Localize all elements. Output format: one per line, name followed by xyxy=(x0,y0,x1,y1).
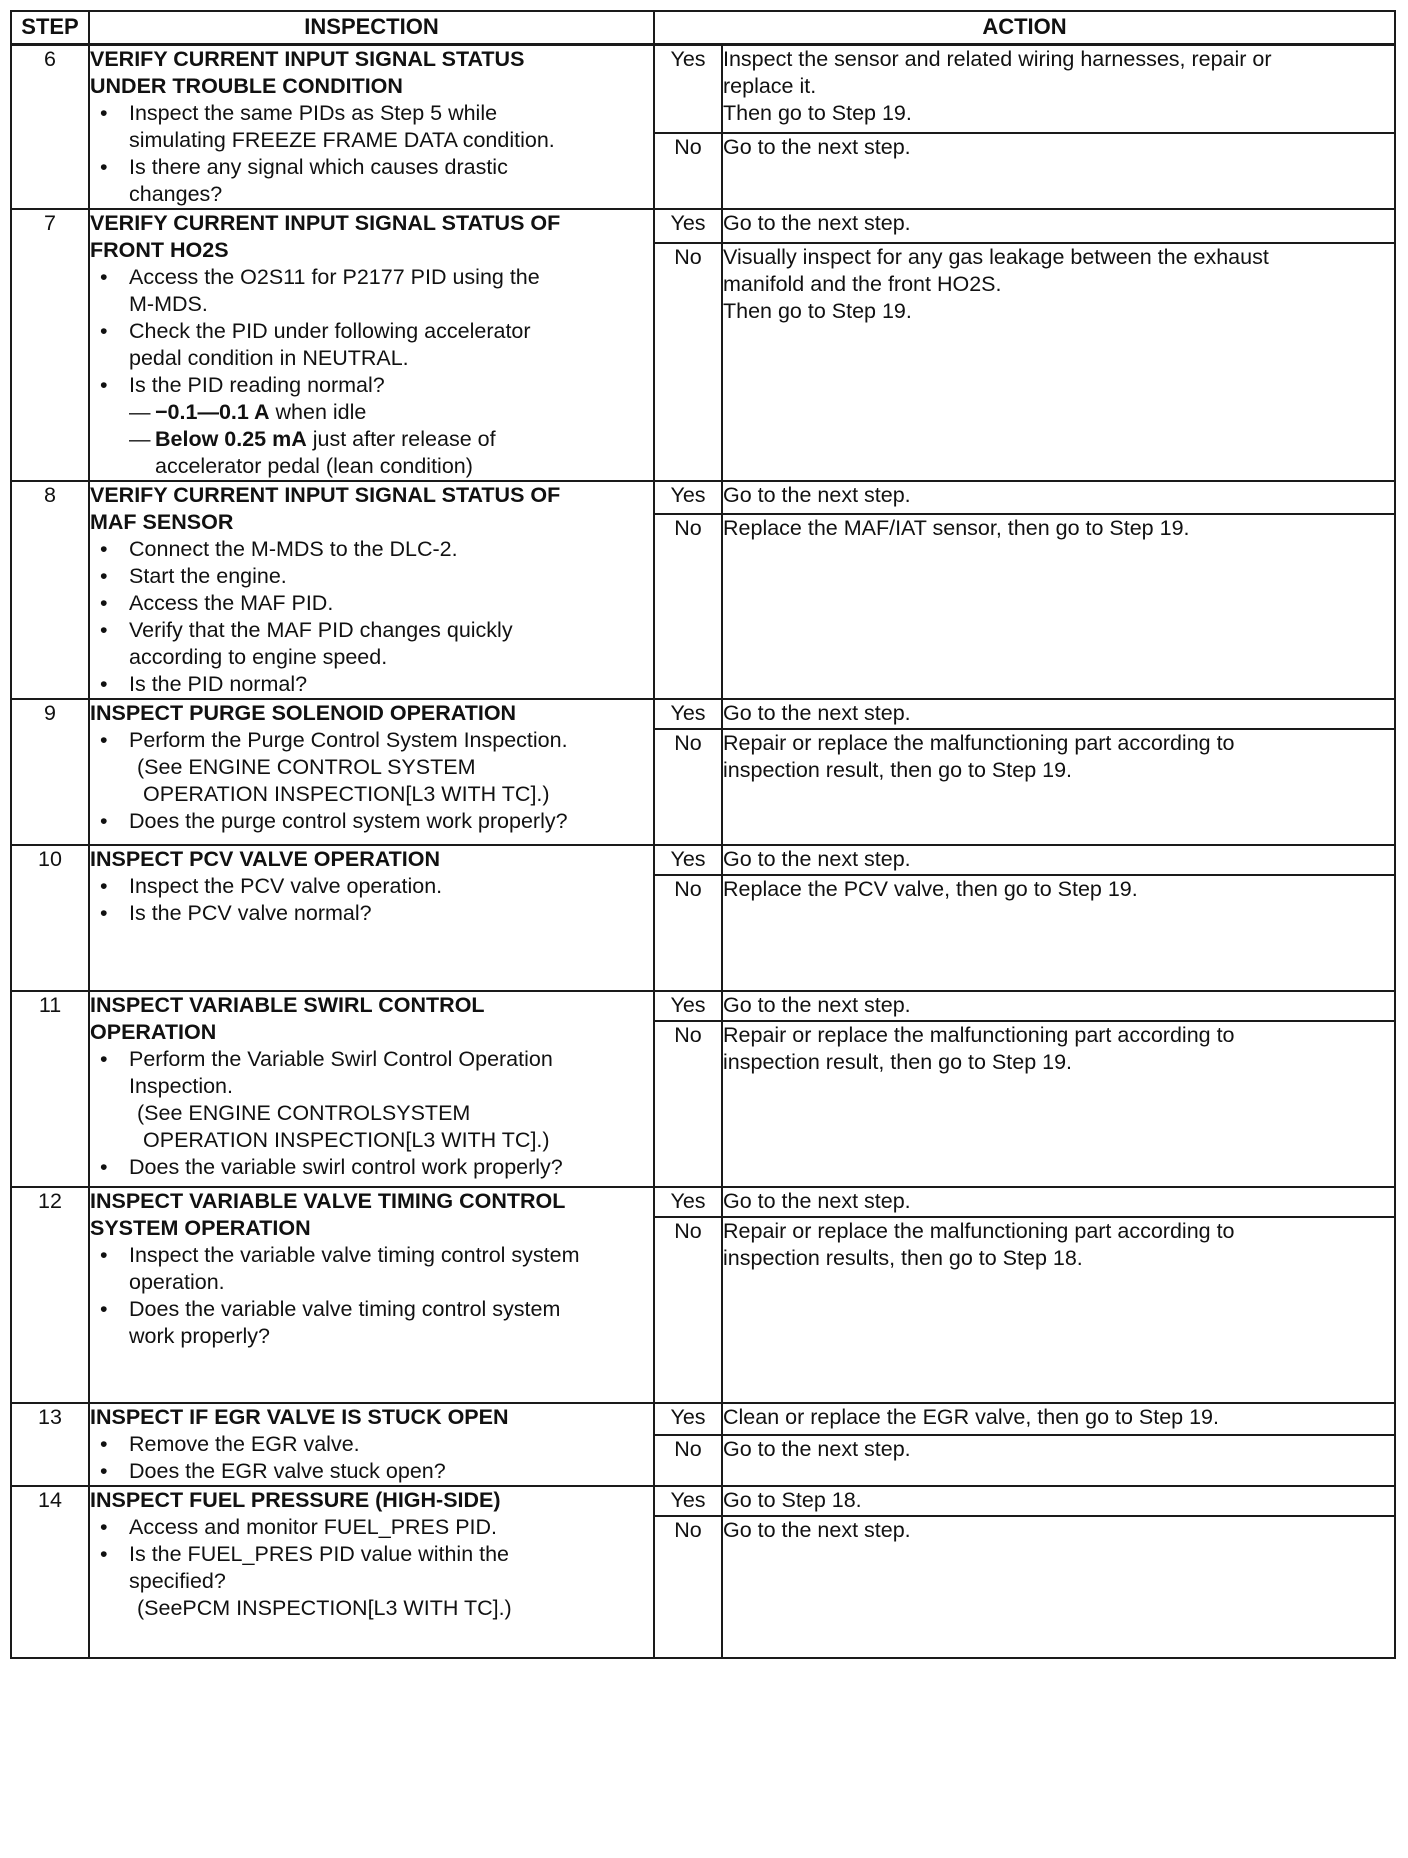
action-line: Go to the next step. xyxy=(723,483,911,507)
yes-label: Yes xyxy=(654,1187,722,1217)
inspection-title xyxy=(90,846,653,873)
inspection-step-text: pedal condition in NEUTRAL. xyxy=(129,346,409,370)
inspection-step-item xyxy=(90,590,653,617)
condition-item xyxy=(129,399,653,426)
action-line: Go to the next step. xyxy=(723,993,911,1017)
dash-marker: — xyxy=(129,427,151,451)
no-action xyxy=(722,1516,1395,1658)
inspection-title-line: VERIFY CURRENT INPUT SIGNAL STATUS OF xyxy=(90,483,561,507)
no-action xyxy=(722,729,1395,845)
action-line: inspection result, then go to Step 19. xyxy=(723,758,1073,782)
inspection-step-text: • Is the PCV valve normal? xyxy=(129,901,372,925)
inspection-title-line: OPERATION xyxy=(90,1020,217,1044)
inspection-step-item xyxy=(90,1296,653,1350)
inspection-title xyxy=(90,700,653,727)
inspection-step-text: • Is the PID reading normal? xyxy=(129,373,385,397)
inspection-step-item xyxy=(90,1431,653,1458)
condition-text: just after release of xyxy=(306,427,496,451)
yes-label: Yes xyxy=(654,1403,722,1435)
inspection-step-text: • Inspect the same PIDs as Step 5 while xyxy=(129,101,498,125)
yes-action xyxy=(722,1403,1395,1435)
header-inspection: INSPECTION xyxy=(89,11,654,45)
inspection-step-text: • Access the O2S11 for P2177 PID using the xyxy=(129,265,540,289)
inspection-step-text: • Does the EGR valve stuck open? xyxy=(129,1459,446,1483)
step-number: 7 xyxy=(11,209,89,481)
yes-action xyxy=(722,481,1395,514)
inspection-step-item xyxy=(90,671,653,698)
action-line: Go to the next step. xyxy=(723,701,911,725)
inspection-step-text: specified? xyxy=(129,1569,226,1593)
no-label: No xyxy=(654,133,722,209)
inspection-step-item xyxy=(90,1514,653,1541)
diagnostic-table xyxy=(10,10,1396,1659)
step-number: 14 xyxy=(11,1486,89,1658)
step-number: 6 xyxy=(11,45,89,210)
step-number: 11 xyxy=(11,991,89,1187)
inspection-step-item xyxy=(90,727,653,808)
inspection-step-item xyxy=(90,264,653,318)
step-row xyxy=(11,1403,1395,1435)
inspection-title xyxy=(90,46,653,100)
condition-value: Below 0.25 mA xyxy=(155,427,307,451)
inspection-step-text: • Remove the EGR valve. xyxy=(129,1432,360,1456)
action-line: Replace the PCV valve, then go to Step 19. xyxy=(723,877,1138,901)
action-line: Go to the next step. xyxy=(723,211,911,235)
no-action xyxy=(722,1217,1395,1403)
inspection-title-line: SYSTEM OPERATION xyxy=(90,1216,311,1240)
inspection-step-item xyxy=(90,900,653,927)
action-line: Go to the next step. xyxy=(723,1189,911,1213)
inspection-step-text: • Is the FUEL_PRES PID value within the xyxy=(129,1542,510,1566)
inspection-title xyxy=(90,1404,653,1431)
action-line: Clean or replace the EGR valve, then go to Step 19. xyxy=(723,1405,1219,1429)
inspection-title xyxy=(90,992,653,1046)
yes-label: Yes xyxy=(654,481,722,514)
inspection-step-text: • Access and monitor FUEL_PRES PID. xyxy=(129,1515,498,1539)
action-line: Then go to Step 19. xyxy=(723,299,912,323)
inspection-title-line: INSPECT PCV VALVE OPERATION xyxy=(90,847,441,871)
action-line: Replace the MAF/IAT sensor, then go to Step 19. xyxy=(723,516,1190,541)
inspection-step-text: M-MDS. xyxy=(129,292,208,316)
action-line: Go to the next step. xyxy=(723,134,911,159)
yes-action xyxy=(722,45,1395,133)
yes-action xyxy=(722,991,1395,1021)
inspection-step-text: • Start the engine. xyxy=(129,564,287,588)
inspection-step-text: Inspection. xyxy=(129,1074,233,1098)
no-label: No xyxy=(654,1217,722,1403)
inspection-step-text: • Connect the M-MDS to the DLC-2. xyxy=(129,537,458,561)
inspection-step-item xyxy=(90,100,653,154)
inspection-steps xyxy=(90,264,653,480)
step-row xyxy=(11,699,1395,729)
inspection-cell xyxy=(89,991,654,1187)
yes-label: Yes xyxy=(654,45,722,133)
no-label: No xyxy=(654,1021,722,1187)
yes-action xyxy=(722,209,1395,243)
inspection-step-text: • Access the MAF PID. xyxy=(129,591,334,615)
inspection-title-line: MAF SENSOR xyxy=(90,510,234,534)
inspection-step-item xyxy=(90,808,653,835)
inspection-steps xyxy=(90,100,653,208)
step-number: 13 xyxy=(11,1403,89,1486)
header-action: ACTION xyxy=(654,11,1395,45)
condition-value: −0.1—0.1 A xyxy=(155,400,270,424)
inspection-cell xyxy=(89,1403,654,1486)
inspection-step-text: • Does the purge control system work properly? xyxy=(129,809,568,833)
inspection-step-text: • Perform the Variable Swirl Control Operation xyxy=(129,1047,553,1071)
inspection-step-item xyxy=(90,372,653,480)
step-row xyxy=(11,845,1395,875)
yes-label: Yes xyxy=(654,699,722,729)
inspection-step-text: according to engine speed. xyxy=(129,645,388,669)
action-line: Inspect the sensor and related wiring harnesses, repair or xyxy=(723,47,1272,71)
inspection-step-text: • Does the variable swirl control work properly? xyxy=(129,1155,563,1179)
inspection-cell xyxy=(89,45,654,210)
inspection-step-item xyxy=(90,1541,653,1622)
inspection-title-line: INSPECT VARIABLE VALVE TIMING CONTROL xyxy=(90,1189,566,1213)
inspection-title-line: INSPECT FUEL PRESSURE (HIGH-SIDE) xyxy=(90,1488,501,1512)
inspection-steps xyxy=(90,1514,653,1622)
yes-action xyxy=(722,845,1395,875)
inspection-step-item xyxy=(90,1046,653,1154)
yes-label: Yes xyxy=(654,845,722,875)
inspection-step-text: • Inspect the PCV valve operation. xyxy=(129,874,443,898)
no-label: No xyxy=(654,1435,722,1486)
yes-label: Yes xyxy=(654,1486,722,1516)
no-action xyxy=(722,243,1395,481)
no-action xyxy=(722,875,1395,991)
inspection-step-text: • Check the PID under following accelerator xyxy=(129,319,531,343)
step-number: 10 xyxy=(11,845,89,991)
inspection-title-line: VERIFY CURRENT INPUT SIGNAL STATUS OF xyxy=(90,211,561,235)
step-row xyxy=(11,481,1395,514)
inspection-step-text: • Is the PID normal? xyxy=(129,672,308,696)
inspection-title xyxy=(90,210,653,264)
step-number: 9 xyxy=(11,699,89,845)
inspection-title xyxy=(90,1487,653,1514)
inspection-steps xyxy=(90,1046,653,1181)
condition-text: when idle xyxy=(269,400,367,424)
action-line: Go to the next step. xyxy=(723,847,911,871)
no-label: No xyxy=(654,1516,722,1658)
inspection-steps xyxy=(90,536,653,698)
reference-note: OPERATION INSPECTION[L3 WITH TC].) xyxy=(143,782,550,806)
no-label: No xyxy=(654,243,722,481)
yes-action xyxy=(722,1187,1395,1217)
inspection-title-line: INSPECT PURGE SOLENOID OPERATION xyxy=(90,701,517,725)
inspection-steps xyxy=(90,1431,653,1485)
no-label: No xyxy=(654,514,722,699)
condition-text-cont: accelerator pedal (lean condition) xyxy=(155,454,473,478)
inspection-steps xyxy=(90,1242,653,1350)
inspection-step-text: • Inspect the variable valve timing control system xyxy=(129,1243,580,1267)
action-line: replace it. xyxy=(723,74,817,98)
inspection-step-item xyxy=(90,563,653,590)
inspection-step-text: operation. xyxy=(129,1270,225,1294)
inspection-title-line: INSPECT VARIABLE SWIRL CONTROL xyxy=(90,993,485,1017)
inspection-step-text: • Verify that the MAF PID changes quickly xyxy=(129,618,513,642)
step-row xyxy=(11,209,1395,243)
action-line: Go to the next step. xyxy=(723,1518,911,1542)
inspection-steps xyxy=(90,873,653,927)
action-line: Go to Step 18. xyxy=(723,1488,862,1512)
inspection-step-text: changes? xyxy=(129,182,223,206)
action-line: Visually inspect for any gas leakage between the exhaust xyxy=(723,245,1269,269)
no-action xyxy=(722,1021,1395,1187)
inspection-step-text: • Perform the Purge Control System Inspection. xyxy=(129,728,568,752)
no-action xyxy=(722,1435,1395,1486)
inspection-step-text: • Does the variable valve timing control system xyxy=(129,1297,561,1321)
inspection-cell xyxy=(89,1486,654,1658)
action-line: inspection result, then go to Step 19. xyxy=(723,1050,1073,1074)
table-header-row xyxy=(11,11,1395,45)
inspection-title xyxy=(90,1188,653,1242)
inspection-step-item xyxy=(90,536,653,563)
action-line: Go to the next step. xyxy=(723,1437,911,1462)
inspection-step-item xyxy=(90,617,653,671)
inspection-step-item xyxy=(90,318,653,372)
step-number: 12 xyxy=(11,1187,89,1403)
step-row xyxy=(11,1486,1395,1516)
inspection-steps xyxy=(90,727,653,835)
inspection-cell xyxy=(89,209,654,481)
yes-action xyxy=(722,1486,1395,1516)
inspection-cell xyxy=(89,845,654,991)
inspection-step-text: • Is there any signal which causes drastic xyxy=(129,155,508,179)
yes-action xyxy=(722,699,1395,729)
no-label: No xyxy=(654,729,722,845)
action-line: Then go to Step 19. xyxy=(723,101,912,125)
inspection-step-item xyxy=(90,1458,653,1485)
inspection-step-item xyxy=(90,154,653,208)
yes-label: Yes xyxy=(654,991,722,1021)
condition-list xyxy=(129,399,653,480)
action-line: Repair or replace the malfunctioning part according to xyxy=(723,731,1235,755)
inspection-title xyxy=(90,482,653,536)
yes-label: Yes xyxy=(654,209,722,243)
step-row xyxy=(11,991,1395,1021)
inspection-title-line: INSPECT IF EGR VALVE IS STUCK OPEN xyxy=(90,1405,509,1429)
inspection-step-item xyxy=(90,873,653,900)
no-label: No xyxy=(654,875,722,991)
header-step: STEP xyxy=(11,11,89,45)
no-action xyxy=(722,514,1395,699)
action-line: manifold and the front HO2S. xyxy=(723,272,1002,296)
reference-note: (SeePCM INSPECTION[L3 WITH TC].) xyxy=(137,1596,512,1620)
inspection-title-line: VERIFY CURRENT INPUT SIGNAL STATUS xyxy=(90,47,525,71)
action-line: inspection results, then go to Step 18. xyxy=(723,1246,1083,1270)
reference-note: (See ENGINE CONTROLSYSTEM xyxy=(137,1101,471,1125)
diagnostic-procedure-sheet xyxy=(10,10,1394,1659)
table-body xyxy=(11,45,1395,1659)
reference-note: OPERATION INSPECTION[L3 WITH TC].) xyxy=(143,1128,550,1152)
inspection-title-line: UNDER TROUBLE CONDITION xyxy=(90,74,403,98)
step-row xyxy=(11,1187,1395,1217)
step-number: 8 xyxy=(11,481,89,699)
inspection-step-item xyxy=(90,1242,653,1296)
reference-note: (See ENGINE CONTROL SYSTEM xyxy=(137,755,476,779)
inspection-cell xyxy=(89,481,654,699)
step-row xyxy=(11,45,1395,133)
no-action xyxy=(722,133,1395,209)
inspection-step-item xyxy=(90,1154,653,1181)
condition-item xyxy=(129,426,653,480)
dash-marker: — xyxy=(129,400,151,424)
action-line: Repair or replace the malfunctioning part according to xyxy=(723,1219,1235,1243)
inspection-cell xyxy=(89,699,654,845)
action-line: Repair or replace the malfunctioning part according to xyxy=(723,1023,1235,1047)
inspection-title-line: FRONT HO2S xyxy=(90,238,229,262)
inspection-step-text: simulating FREEZE FRAME DATA condition. xyxy=(129,128,555,152)
inspection-cell xyxy=(89,1187,654,1403)
inspection-step-text: work properly? xyxy=(129,1324,270,1348)
